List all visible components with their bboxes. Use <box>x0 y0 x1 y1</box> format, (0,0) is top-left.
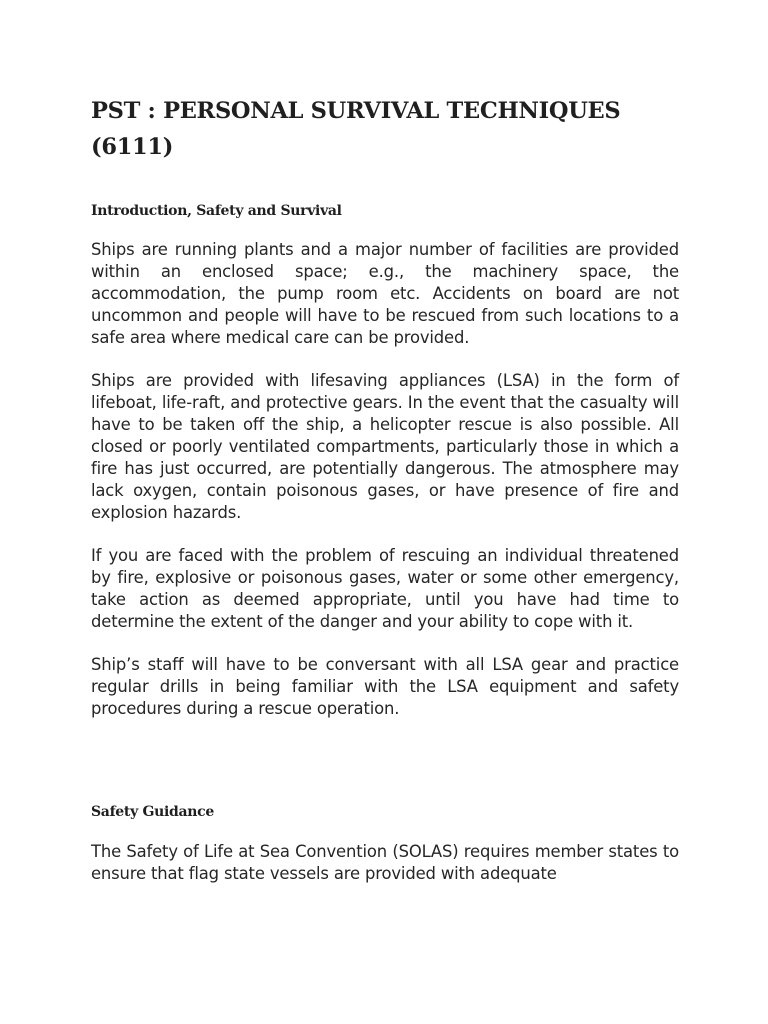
paragraph: The Safety of Life at Sea Convention (SOLAS) requires member states to ensure that flag state vessels are provided with adequate <box>91 842 679 883</box>
paragraph: If you are faced with the problem of rescuing an individual threatened by fire, explosive or poisonous gases, water or some other emergency, take action as deemed appropriate, until you have had time to determine the extent of the danger and your ability to cope with it. <box>91 546 679 631</box>
document-body <box>91 93 679 885</box>
section-heading-safety-guidance: Safety Guidance <box>91 804 215 820</box>
paragraph: Ships are provided with lifesaving appliances (LSA) in the form of lifeboat, life-raft, and protective gears. In the event that the casualty will have to be taken off the ship, a helicopter rescue is also possible. All closed or poorly ventilated compartments, particularly those in which a fire has just occurred, are potentially dangerous. The atmosphere may lack oxygen, contain poisonous gases, or have presence of fire and explosion hazards. <box>91 371 679 522</box>
document-title: PST : PERSONAL SURVIVAL TECHNIQUES (6111) <box>91 98 621 160</box>
paragraph: Ships are running plants and a major number of facilities are provided within an enclosed space; e.g., the machinery space, the accommodation, the pump room etc. Accidents on board are not uncommon and people will have to be rescued from such locations to a safe area where medical care can be provided. <box>91 240 679 347</box>
section-heading-introduction: Introduction, Safety and Survival <box>91 203 342 219</box>
paragraph: Ship’s staff will have to be conversant with all LSA gear and practice regular drills in being familiar with the LSA equipment and safety procedures during a rescue operation. <box>91 655 679 718</box>
